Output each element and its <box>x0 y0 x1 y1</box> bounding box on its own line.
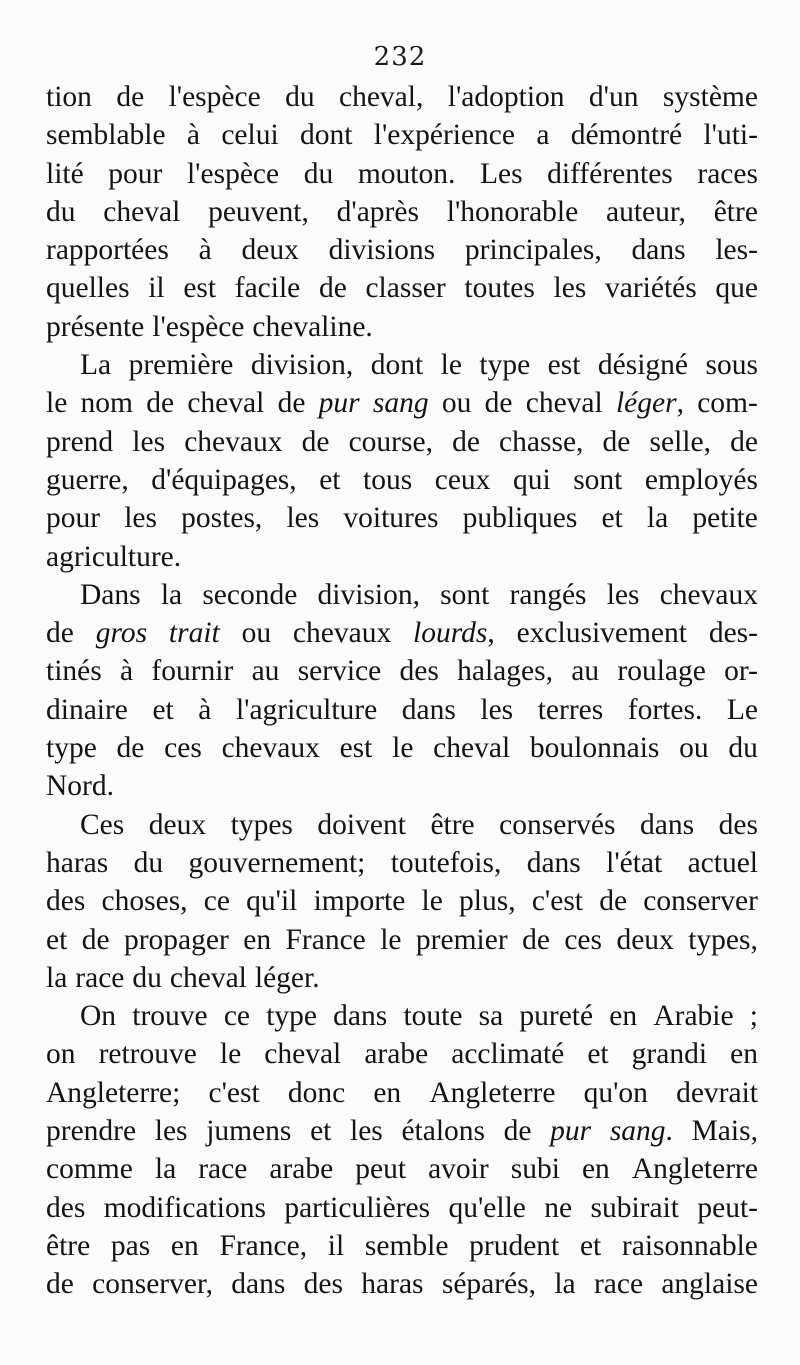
word: division, <box>250 349 354 382</box>
word: Ces <box>80 808 125 841</box>
word: France, <box>219 1229 308 1262</box>
word: l'adoption <box>447 81 565 113</box>
word: prudent <box>469 1229 560 1262</box>
word: chevaux <box>221 732 320 765</box>
word: dans <box>401 693 456 726</box>
word: cheval <box>525 387 603 420</box>
word: des <box>303 1268 343 1301</box>
word: trait <box>168 617 220 650</box>
word: types <box>230 808 293 841</box>
text-line <box>46 1112 758 1150</box>
text-line <box>46 193 758 231</box>
text-line <box>46 767 758 805</box>
word: Nord. <box>46 770 115 803</box>
word: dont <box>370 349 424 382</box>
word: gouvernement; <box>188 846 366 879</box>
text-line <box>46 614 758 652</box>
page-body-text <box>46 78 758 1304</box>
word: et <box>601 502 623 535</box>
word: jumens <box>206 1115 292 1148</box>
word: haras <box>46 846 109 879</box>
word: propager <box>123 923 229 956</box>
word: postes, <box>181 502 263 535</box>
word: roulage <box>617 655 706 688</box>
word: toutes <box>464 272 535 305</box>
word: l'honorable <box>446 195 579 228</box>
word: principales, <box>464 234 602 267</box>
word: anglaise <box>661 1268 758 1301</box>
word: race <box>593 1268 644 1301</box>
word: et <box>310 1115 332 1148</box>
text-line <box>46 308 758 346</box>
word: la <box>154 1153 177 1186</box>
word: ne <box>544 1191 573 1224</box>
word: semble <box>364 1229 449 1262</box>
word: La <box>80 349 112 382</box>
word: nom <box>80 387 133 420</box>
word: pur <box>550 1115 592 1148</box>
word: est <box>339 732 373 765</box>
word: c'est <box>531 885 583 918</box>
text-line <box>46 346 758 384</box>
word: les <box>480 693 514 726</box>
word: de <box>46 617 74 650</box>
word: peuvent, <box>208 195 309 228</box>
word: les <box>553 272 587 305</box>
word: et <box>152 693 174 726</box>
word: type <box>479 349 531 382</box>
word: d'équipages, <box>151 463 297 496</box>
word: les- <box>715 234 758 267</box>
word: sang <box>372 387 429 420</box>
word: différentes <box>547 157 673 190</box>
word: l'espèce <box>168 81 261 113</box>
text-line <box>46 423 758 461</box>
word: races <box>697 157 758 190</box>
text-line <box>46 844 758 882</box>
word: au <box>571 655 600 688</box>
word: la <box>646 502 669 535</box>
word: ces <box>564 923 603 956</box>
word: est <box>547 349 581 382</box>
word: être <box>46 1229 91 1262</box>
word: chevaline. <box>252 310 373 343</box>
word: particulières <box>284 1191 431 1224</box>
word: que <box>715 272 758 305</box>
word: du <box>285 81 315 113</box>
word: fournir <box>151 655 234 688</box>
word: plus, <box>459 885 516 918</box>
word: ce <box>223 1000 250 1033</box>
word: comme <box>46 1153 133 1186</box>
word: on <box>46 1038 76 1071</box>
word: au <box>251 655 280 688</box>
text-line <box>46 499 758 537</box>
word: le <box>440 349 462 382</box>
word: mouton. <box>357 157 456 190</box>
text-line <box>46 1150 758 1188</box>
word: conservés <box>499 808 616 841</box>
word: à <box>198 693 212 726</box>
word: trouve <box>132 1000 208 1033</box>
word: chevaux <box>184 425 283 458</box>
word: le <box>380 923 402 956</box>
word: guerre, <box>46 463 129 496</box>
word: petite <box>692 502 758 535</box>
word: l'agriculture <box>235 693 378 726</box>
word: de <box>146 387 175 420</box>
page-number: 232 <box>373 42 427 72</box>
text-line <box>46 959 758 997</box>
word: Mais, <box>691 1115 758 1148</box>
word: qui <box>512 463 551 496</box>
word: acclimaté <box>451 1038 565 1071</box>
word: le <box>46 387 68 420</box>
word: ceux <box>434 463 491 496</box>
word: et <box>319 463 341 496</box>
word: sa <box>478 1000 504 1033</box>
word: dinaire <box>46 693 128 726</box>
word: l'espèce <box>186 157 280 190</box>
word: cheval <box>187 387 265 420</box>
word: l'état <box>606 846 663 879</box>
word: de <box>277 387 306 420</box>
word: démontré <box>570 119 683 152</box>
word: haras <box>361 1268 424 1301</box>
text-line <box>46 576 758 614</box>
word: les <box>154 1115 188 1148</box>
word: de <box>522 923 550 956</box>
word: des <box>46 885 86 918</box>
word: des <box>718 808 758 841</box>
word: deux <box>616 923 674 956</box>
word: à <box>186 119 201 152</box>
text-line <box>46 1074 758 1112</box>
word: de <box>116 81 145 113</box>
word: le <box>219 1038 242 1071</box>
word: la <box>554 1268 576 1301</box>
word: dans <box>640 808 695 841</box>
word: d'un <box>588 81 639 113</box>
text-line <box>46 155 758 193</box>
text-line <box>46 1035 758 1073</box>
word: Les <box>479 157 523 190</box>
word: l'expérience <box>373 119 515 152</box>
word: système <box>662 81 758 113</box>
word: a <box>536 119 550 152</box>
word: dont <box>299 119 353 152</box>
text-line <box>46 729 758 767</box>
word: en <box>170 1229 199 1262</box>
word: chasse, <box>499 425 584 458</box>
word: variétés <box>604 272 697 305</box>
word: léger. <box>254 961 320 994</box>
text-line <box>46 997 758 1035</box>
word: en <box>609 1000 638 1033</box>
text-line <box>46 78 758 116</box>
word: Angleterre <box>429 1076 556 1109</box>
word: facile <box>234 272 301 305</box>
text-line <box>46 384 758 422</box>
word: doivent <box>317 808 406 841</box>
word: cheval, <box>339 81 424 113</box>
word: course, <box>348 425 433 458</box>
word: de <box>602 425 631 458</box>
word: boulonnais <box>529 732 660 765</box>
word: des <box>46 1191 86 1224</box>
text-line <box>46 1227 758 1265</box>
word: pureté <box>519 1000 594 1033</box>
word: Angleterre <box>631 1153 758 1186</box>
word: lourds, <box>413 617 495 650</box>
word: rapportées <box>46 234 169 267</box>
word: donc <box>287 1076 346 1109</box>
word: cheval <box>169 961 247 994</box>
word: le <box>392 732 414 765</box>
text-line <box>46 806 758 844</box>
word: dans <box>631 234 686 267</box>
text-line <box>46 116 758 154</box>
word: étalons <box>401 1115 486 1148</box>
word: dans <box>231 1268 286 1301</box>
word: importe <box>313 885 406 918</box>
word: subirait <box>590 1191 679 1224</box>
word: être <box>713 195 758 228</box>
word: être <box>430 808 475 841</box>
word: de <box>730 425 758 458</box>
word: toute <box>403 1000 463 1033</box>
word: du <box>133 846 164 879</box>
word: la <box>160 578 183 611</box>
word: publiques <box>462 502 578 535</box>
word: toutefois, <box>390 846 502 879</box>
word: de <box>318 272 347 305</box>
word: gros <box>95 617 148 650</box>
word: halages, <box>457 655 553 688</box>
word: subi <box>510 1153 560 1186</box>
text-line <box>46 461 758 499</box>
word: exclusivement <box>516 617 687 650</box>
word: de <box>81 923 110 956</box>
word: dans <box>526 846 581 879</box>
word: de <box>484 387 513 420</box>
word: et <box>587 1038 609 1071</box>
text-line <box>46 691 758 729</box>
word: prend <box>46 425 114 458</box>
text-line <box>46 1265 758 1303</box>
word: à <box>198 234 212 267</box>
word: du <box>728 732 758 765</box>
word: de <box>599 885 628 918</box>
word: arabe <box>269 1153 334 1186</box>
word: retrouve <box>98 1038 197 1071</box>
word: arabe <box>364 1038 429 1071</box>
word: tinés <box>46 655 102 688</box>
text-line <box>46 882 758 920</box>
word: avoir <box>428 1153 489 1186</box>
word: selle, <box>649 425 711 458</box>
word: voitures <box>343 502 439 535</box>
word: cheval <box>264 1038 342 1071</box>
word: race <box>198 1153 248 1186</box>
word: en <box>243 923 272 956</box>
word: l'uti- <box>703 119 758 152</box>
text-line <box>46 1189 758 1227</box>
word: pur <box>318 387 360 420</box>
word: terres <box>537 693 604 726</box>
word: com- <box>697 387 758 420</box>
word: d'après <box>336 195 419 228</box>
word: pour <box>108 157 163 190</box>
word: type <box>266 1000 317 1033</box>
word: cheval <box>433 732 511 765</box>
word: Angleterre; <box>46 1076 181 1109</box>
word: présente <box>46 310 145 343</box>
word: divisions <box>328 234 436 267</box>
word: le <box>421 885 443 918</box>
word: prendre <box>46 1115 137 1148</box>
word: actuel <box>687 846 758 879</box>
word: l'espèce <box>152 310 245 343</box>
word: du <box>303 157 334 190</box>
word: division, <box>317 578 420 611</box>
word: auteur, <box>606 195 686 228</box>
word: et <box>579 1229 602 1262</box>
word: ce <box>203 885 230 918</box>
word: sang. <box>609 1115 673 1148</box>
word: à <box>120 655 134 688</box>
text-line <box>46 269 758 307</box>
word: de <box>452 425 480 458</box>
word: peut- <box>697 1191 758 1224</box>
word: Dans <box>80 578 141 611</box>
word: en <box>581 1153 610 1186</box>
word: ou <box>241 617 272 650</box>
word: des- <box>708 617 758 650</box>
word: les <box>286 502 320 535</box>
word: léger, <box>615 387 684 420</box>
word: peut <box>355 1153 407 1186</box>
word: ; <box>749 1000 758 1033</box>
word: grandi <box>631 1038 708 1071</box>
word: qu'on <box>583 1076 648 1109</box>
word: des <box>399 655 439 688</box>
word: les <box>124 502 158 535</box>
word: de <box>301 425 330 458</box>
word: il <box>148 272 165 305</box>
word: raisonnable <box>621 1229 758 1262</box>
word: conserver, <box>92 1268 213 1301</box>
word: types, <box>688 923 758 956</box>
word: classer <box>365 272 446 305</box>
word: choses, <box>101 885 188 918</box>
word: de <box>46 1268 74 1301</box>
word: modifications <box>103 1191 266 1224</box>
word: de <box>503 1115 532 1148</box>
word: première <box>128 349 234 382</box>
word: lité <box>46 157 84 190</box>
word: les <box>606 578 640 611</box>
word: ou <box>441 387 472 420</box>
word: sont <box>440 578 490 611</box>
text-line <box>46 231 758 269</box>
word: cheval <box>103 195 181 228</box>
word: Le <box>726 693 758 726</box>
word: sous <box>705 349 758 382</box>
word: deux <box>148 808 207 841</box>
word: est <box>183 272 217 305</box>
word: dans <box>333 1000 388 1033</box>
word: fortes. <box>627 693 703 726</box>
word: tous <box>363 463 413 496</box>
word: pour <box>46 502 101 535</box>
word: du <box>132 961 162 994</box>
word: agriculture. <box>46 540 182 573</box>
word: or- <box>724 655 758 688</box>
word: il <box>327 1229 345 1262</box>
text-line <box>46 652 758 690</box>
word: On <box>80 1000 117 1033</box>
word: ou <box>679 732 709 765</box>
word: la <box>46 961 68 994</box>
word: séparés, <box>441 1268 537 1301</box>
word: deux <box>241 234 299 267</box>
word: en <box>730 1038 758 1071</box>
text-line <box>46 921 758 959</box>
word: semblable <box>46 119 166 152</box>
word: chevaux <box>292 617 392 650</box>
word: conserver <box>643 885 758 918</box>
word: désigné <box>597 349 689 382</box>
word: devrait <box>676 1076 758 1109</box>
word: les <box>350 1115 383 1148</box>
word: qu'elle <box>448 1191 526 1224</box>
word: tion <box>46 81 92 113</box>
word: service <box>297 655 382 688</box>
word: employés <box>644 463 758 496</box>
word: race <box>75 961 125 994</box>
word: rangés <box>509 578 587 611</box>
word: en <box>373 1076 402 1109</box>
word: et <box>46 923 68 956</box>
word: ces <box>164 732 202 765</box>
word: seconde <box>202 578 298 611</box>
word: sont <box>573 463 623 496</box>
word: chevaux <box>659 578 758 611</box>
word: pas <box>110 1229 151 1262</box>
word: France <box>285 923 366 956</box>
text-line <box>46 538 758 576</box>
word: du <box>46 195 76 228</box>
word: Arabie <box>653 1000 734 1033</box>
word: premier <box>415 923 508 956</box>
word: c'est <box>208 1076 260 1109</box>
word: de <box>116 732 145 765</box>
word: les <box>132 425 166 458</box>
word: qu'il <box>246 885 298 918</box>
word: celui <box>221 119 279 152</box>
word: quelles <box>46 272 130 305</box>
word: type <box>46 732 97 765</box>
